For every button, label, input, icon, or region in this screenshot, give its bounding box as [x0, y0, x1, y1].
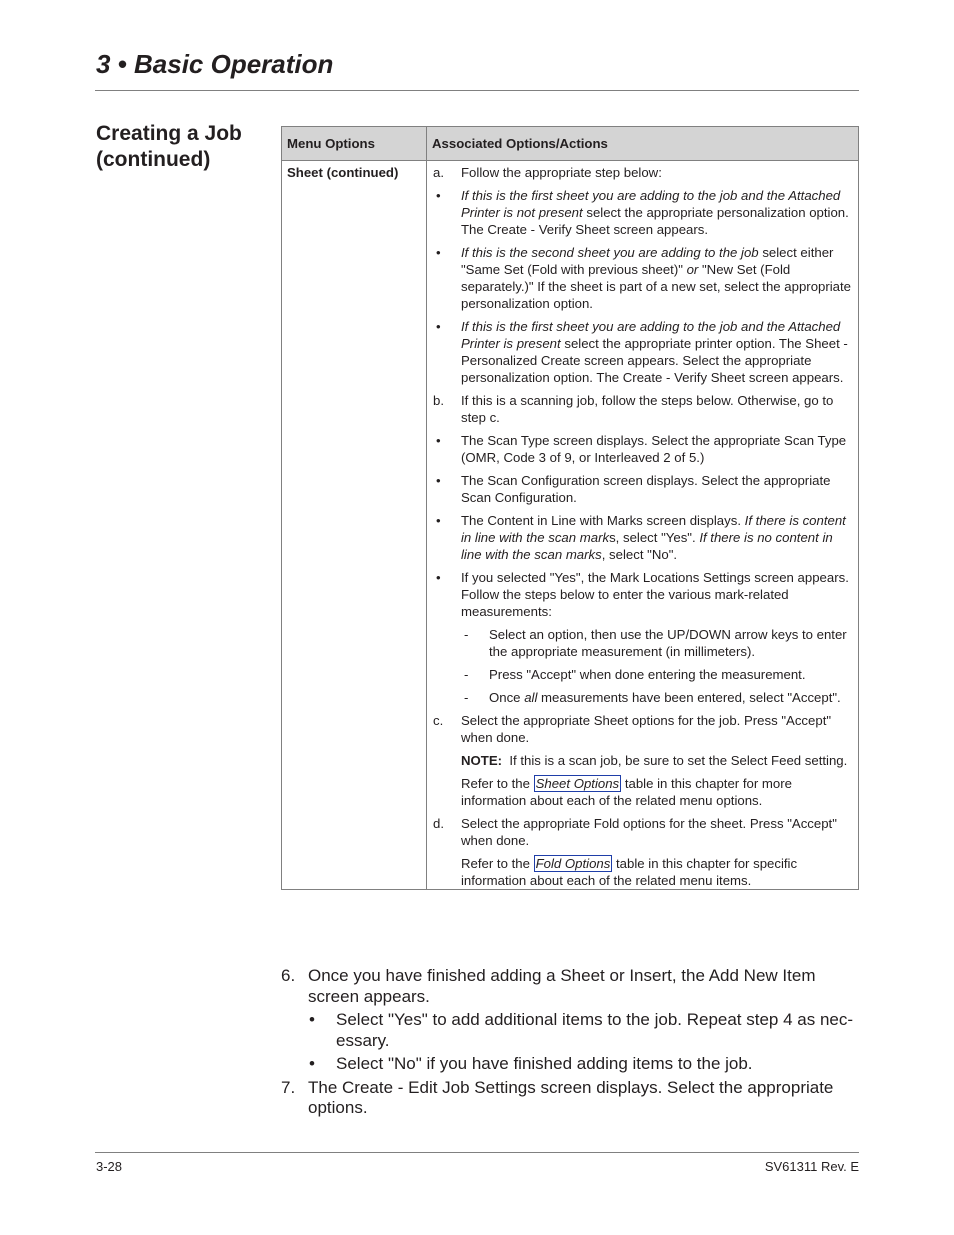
- step-a-marker: a.: [433, 165, 444, 180]
- note: NOTE: If this is a scan job, be sure to set the Select Feed setting.: [461, 753, 848, 768]
- chapter-title: 3 • Basic Operation: [96, 49, 334, 79]
- note-label: NOTE:: [461, 753, 503, 768]
- procedure-steps: [281, 966, 861, 1122]
- step-6-bullet-1: • Select "Yes" to add additional items to the job. Repeat step 4 as nec-essary.: [309, 1010, 854, 1050]
- step-6: [281, 966, 861, 1007]
- bullet: •: [309, 1010, 315, 1029]
- step-c: c. Select the appropriate Sheet options for the job. Press "Accept" when done. NOTE: If this is a scan job, be sure to set the Select Feed setting. Refer to the Sheet Options table in this chapter for more information about each of the related menu options.: [433, 712, 852, 809]
- menu-option-label: Sheet (continued): [287, 165, 399, 180]
- step-b-bullet-4: • If you selected "Yes", the Mark Locations Settings screen appears. Follow the steps below to enter the various mark-related measurements: - Select an option, then use the UP/DOWN arrow keys to enter the appropriate measurement (in millimeters). - Press "Accept" when done entering the measurement. - Once all measurements have been entered, select "Accept".: [433, 569, 852, 706]
- step-b: [433, 392, 852, 426]
- header-menu-options: Menu Options: [282, 127, 427, 161]
- step-a: [433, 164, 852, 181]
- fold-options-link[interactable]: Fold Options: [535, 856, 611, 871]
- associated-actions: [427, 161, 858, 889]
- bullet: •: [436, 570, 441, 585]
- page-number: 3-28: [96, 1159, 123, 1174]
- dash: -: [464, 690, 469, 705]
- sheet-options-link[interactable]: Sheet Options: [535, 776, 620, 791]
- table-row: [282, 161, 859, 890]
- step-6-bullet-2: • Select "No" if you have finished adding items to the job.: [309, 1054, 753, 1073]
- header-rule: [95, 90, 859, 91]
- step-a-text: Follow the appropriate step below:: [461, 165, 662, 180]
- step-d: d. Select the appropriate Fold options for the sheet. Press "Accept" when done. Refer to the Fold Options table in this chapter for specific information about each of the related menu items.: [433, 815, 852, 889]
- table-header-row: [282, 127, 859, 161]
- measure-step-3: - Once all measurements have been entered, select "Accept".: [464, 690, 841, 705]
- menu-options-table: [281, 126, 859, 890]
- step-c-marker: c.: [433, 713, 444, 728]
- bullet: •: [436, 319, 441, 334]
- dash: -: [464, 667, 469, 682]
- header-associated-options: Associated Options/Actions: [427, 127, 859, 161]
- step-b-bullet-1: • The Scan Type screen displays. Select the appropriate Scan Type (OMR, Code 3 of 9, or Interleaved 2 of 5.): [436, 433, 847, 465]
- fold-options-reference: Refer to the Fold Options table in this chapter for specific information about each of the related menu items.: [461, 856, 798, 888]
- bullet: •: [436, 433, 441, 448]
- bullet: •: [436, 473, 441, 488]
- bullet: •: [436, 513, 441, 528]
- footer-rule: [95, 1152, 859, 1153]
- bullet: •: [309, 1054, 315, 1073]
- measure-step-1: - Select an option, then use the UP/DOWN arrow keys to enter the appropriate measurement (in millimeters).: [464, 627, 847, 659]
- step-b-marker: b.: [433, 393, 444, 408]
- sheet-options-reference: Refer to the Sheet Options table in this chapter for more information about each of the related menu options.: [461, 776, 792, 808]
- dash: -: [464, 627, 469, 642]
- section-title: Creating a Job (continued): [96, 122, 242, 171]
- measure-step-2: - Press "Accept" when done entering the measurement.: [464, 667, 806, 682]
- bullet: •: [436, 245, 441, 260]
- step-d-marker: d.: [433, 816, 444, 831]
- step-a-bullet-1: • If this is the first sheet you are adding to the job and the Attached Printer is not present select the appropriate personalization option. The Create - Verify Sheet screen appears.: [436, 188, 849, 237]
- step-6-number: 6.: [281, 966, 296, 985]
- step-7: [281, 1078, 861, 1119]
- bullet: •: [436, 188, 441, 203]
- step-b-bullet-3: • The Content in Line with Marks screen displays. If there is content in line with the scan marks, select "Yes". If there is no content in line with the scan marks, select "No".: [436, 513, 846, 562]
- step-a-bullet-3: • If this is the first sheet you are adding to the job and the Attached Printer is present select the appropriate printer option. The Sheet - Personalized Create screen appears. Select the appropriate personalization option. The Create - Verify Sheet screen appears.: [436, 319, 848, 385]
- step-a-bullet-2: • If this is the second sheet you are adding to the job select either "Same Set (Fold with previous sheet)" or "New Set (Fold separately.)" If the sheet is part of a new set, select the appropriate personalization option.: [436, 245, 852, 311]
- document-number: SV61311 Rev. E: [764, 1159, 859, 1174]
- step-b-bullet-2: • The Scan Configuration screen displays. Select the appropriate Scan Configuration.: [436, 473, 831, 505]
- step-7-text: The Create - Edit Job Settings screen displays. Select the appropriate options.: [308, 1077, 834, 1117]
- step-7-number: 7.: [281, 1077, 296, 1097]
- step-b-text: If this is a scanning job, follow the steps below. Otherwise, go to step c.: [461, 393, 834, 425]
- step-6-text: Once you have finished adding a Sheet or Insert, the Add New Item screen appears.: [308, 966, 816, 1006]
